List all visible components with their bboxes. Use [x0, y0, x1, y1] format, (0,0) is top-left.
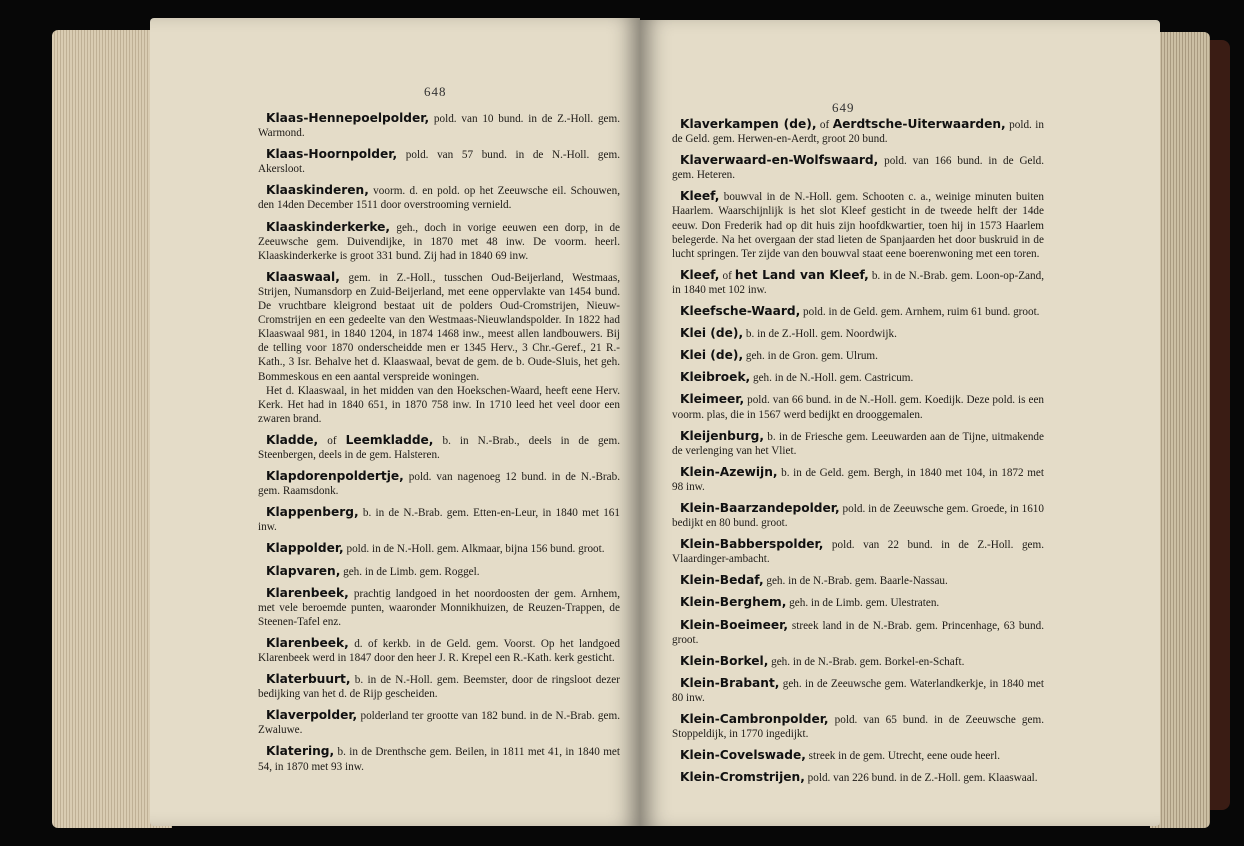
dictionary-entry — [672, 117, 1044, 146]
entry-text: polderland ter grootte van 182 bund. in de N.-Brab. gem. Zwaluwe. — [258, 710, 620, 737]
entry-headword: Klapdorenpoldertje, — [266, 469, 404, 484]
dictionary-entry — [258, 469, 620, 498]
entry-text: prachtig landgoed in het noordoosten der gem. Arnhem, met vele beroemde punten, waaronder Monnikhuizen, de Reuzen-Trappen, de Steenen-Tafel enz. — [258, 587, 620, 628]
dictionary-entry — [258, 433, 620, 462]
entry-headword: Klein-Covelswade, — [680, 748, 806, 763]
entry-text: gem. in Z.-Holl., tusschen Oud-Beijerland, Westmaas, Strijen, Numansdorp en Zuid-Beijerland, met eene oppervlakte van 1454 bund. De vruchtbare kleigrond bestaat uit de polders Oud-Cromstrijen, Nieuw-Cromstrijen en een gedeelte van den Westmaas-Nieuwlandspolder. In 1822 had Klaaswaal 981, in 1840 1204, in 1874 1468 inw., meest allen landbouwers. Bij de telling voor 1870 onderscheidde men er 1345 Herv., 3 Chr.-Geref., 21 R.-Kath., 3 Isr. Behalve het d. Klaaswaal, bevat de gem. de b. Oude-Sluis, het geh. Bommeskous en een aantal verspreide woningen. — [258, 271, 620, 383]
entry-text: pold. van 22 bund. in de Z.-Holl. gem. Vlaardinger-ambacht. — [672, 539, 1044, 566]
entry-text: b. in de N.-Brab. gem. Etten-en-Leur, in 1840 met 161 inw. — [258, 507, 620, 534]
entry-text: geh., doch in vorige eeuwen een dorp, in de Zeeuwsche gem. Duivendijke, in 1870 met 48 inw. De voorm. heerl. Klaaskinderkerke is groot 331 bund. Zij had in 1840 69 inw. — [258, 221, 620, 262]
left-column — [258, 111, 620, 781]
entry-headword: Klaaswaal, — [266, 269, 340, 284]
entry-headword: Klaverkampen (de), — [680, 117, 817, 131]
entry-text: geh. in de Limb. gem. Ulestraten. — [786, 597, 940, 610]
entry-headword: Klarenbeek, — [266, 585, 349, 600]
entry-text: pold. in de Geld. gem. Arnhem, ruim 61 bund. groot. — [800, 306, 1040, 319]
dictionary-entry — [672, 654, 1044, 669]
dictionary-entry — [672, 326, 1044, 341]
entry-headword: Klein-Berghem, — [680, 595, 787, 610]
entry-headword: Klaverpolder, — [266, 708, 358, 723]
entry-headword: Klein-Cromstrijen, — [680, 770, 805, 785]
entry-headword: Klaterbuurt, — [266, 672, 351, 687]
dictionary-entry — [258, 505, 620, 534]
entry-headword: Kleibroek, — [680, 370, 751, 385]
entry-text: voorm. d. en pold. op het Zeeuwsche eil. Schouwen, den 14den December 1511 door overstrooming vernield. — [258, 185, 620, 212]
entry-text: pold. van 65 bund. in de Zeeuwsche gem. Stoppeldijk, in 1770 ingedijkt. — [672, 714, 1044, 741]
entry-headword: Klaaskinderen, — [266, 183, 369, 198]
dictionary-entry — [672, 392, 1044, 421]
entry-headword: Klatering, — [266, 744, 335, 759]
right-column — [672, 117, 1044, 792]
entry-headword: Klein-Azewijn, — [680, 464, 778, 479]
dictionary-entry — [672, 501, 1044, 530]
entry-headword: Klaas-Hoornpolder, — [266, 147, 398, 162]
dictionary-entry — [258, 744, 620, 773]
dictionary-entry — [672, 189, 1044, 260]
entry-text: bouwval in de N.-Holl. gem. Schooten c. a., weinige minuten buiten Haarlem. Waarschijnlijk is het slot Kleef gesticht in de tweede helft der 14de eeuw. Don Frederik had op dit huis zijn hoofdkwartier, toen hij in 1573 Haarlem belegerde. Na het overgaan der stad lieten de Spanjaarden het door buskruid in de lucht springen. Ter zijde van den bouwval staat eene boerenwoning met een toren. — [672, 191, 1044, 260]
entry-headword: Klein-Bedaf, — [680, 573, 764, 588]
page-number-left: 648 — [424, 84, 447, 99]
entry-headword: Klaaskinderkerke, — [266, 219, 391, 234]
dictionary-entry — [672, 429, 1044, 458]
dictionary-entry — [258, 708, 620, 737]
entry-headword: Kleef, — [680, 189, 720, 204]
dictionary-entry — [258, 111, 620, 140]
dictionary-entry — [672, 304, 1044, 319]
entry-headword: Klaas-Hennepoelpolder, — [266, 111, 430, 125]
entry-text: geh. in de N.-Brab. gem. Baarle-Nassau. — [763, 575, 948, 588]
entry-text: pold. in de Geld. gem. Herwen-en-Aerdt, groot 20 bund. — [672, 119, 1045, 146]
dictionary-entry — [258, 147, 620, 176]
entry-text: b. in de Friesche gem. Leeuwarden aan de Tijne, uitmakende de verlenging van het Vliet. — [672, 430, 1044, 457]
entry-headword: Kleefsche-Waard, — [680, 304, 801, 319]
entry-headword: Klarenbeek, — [266, 635, 349, 650]
dictionary-entry — [258, 672, 620, 701]
left-page — [150, 18, 640, 826]
entry-text: pold. van 226 bund. in de Z.-Holl. gem. Klaaswaal. — [804, 772, 1038, 785]
dictionary-entry — [672, 370, 1044, 385]
right-page — [640, 20, 1160, 826]
entry-text: of — [318, 434, 346, 447]
entry-headword: Klein-Borkel, — [680, 653, 769, 668]
dictionary-entry — [258, 564, 620, 579]
dictionary-entry — [672, 618, 1044, 647]
entry-text: geh. in de Limb. gem. Roggel. — [340, 565, 480, 578]
entry-continuation: Het d. Klaaswaal, in het midden van den Hoekschen-Waard, heeft eene Herv. Kerk. Het had in 1840 651, in 1870 758 inw. In 1710 leed het veel door een zwaren brand. — [258, 384, 620, 425]
entry-text: pold. van nagenoeg 12 bund. in de N.-Brab. gem. Raamsdonk. — [258, 471, 620, 498]
entry-text: b. in de Z.-Holl. gem. Noordwijk. — [743, 328, 897, 341]
entry-headword: Klei (de), — [680, 348, 744, 363]
entry-text: pold. in de N.-Holl. gem. Alkmaar, bijna 156 bund. groot. — [343, 543, 605, 556]
entry-text: b. in N.-Brab., deels in de gem. Steenbergen, deels in de gem. Halsteren. — [258, 434, 621, 461]
dictionary-entry — [672, 770, 1044, 785]
dictionary-entry — [258, 586, 620, 629]
dictionary-entry — [258, 183, 620, 212]
entry-headword: Kladde, — [266, 432, 319, 447]
entry-text: pold. van 166 bund. in de Geld. gem. Heteren. — [672, 155, 1044, 182]
dictionary-entry — [672, 712, 1044, 741]
page-number-right: 649 — [832, 100, 855, 115]
entry-text: pold. van 57 bund. in de N.-Holl. gem. Akersloot. — [258, 149, 620, 176]
entry-text: geh. in de Gron. gem. Ulrum. — [743, 350, 878, 363]
dictionary-entry — [672, 465, 1044, 494]
entry-text: geh. in de N.-Holl. gem. Castricum. — [750, 372, 914, 385]
entry-headword: Klein-Cambronpolder, — [680, 712, 829, 726]
entry-text: d. of kerkb. in de Geld. gem. Voorst. Op het landgoed Klarenbeek werd in 1847 door den heer J. R. Krepel een R.-Kath. kerk gesticht. — [258, 637, 620, 664]
entry-headword: Klein-Brabant, — [680, 675, 780, 690]
dictionary-entry — [672, 748, 1044, 763]
dictionary-entry — [258, 636, 620, 665]
entry-headword: Klein-Babberspolder, — [680, 537, 824, 552]
dictionary-entry — [672, 573, 1044, 588]
entry-headword: Kleimeer, — [680, 392, 745, 407]
entry-text: geh. in de N.-Brab. gem. Borkel-en-Schaft. — [768, 655, 965, 668]
dictionary-entry — [672, 348, 1044, 363]
dictionary-entry — [258, 220, 620, 263]
dictionary-entry — [672, 153, 1044, 182]
dictionary-entry — [672, 268, 1044, 297]
entry-text: b. in de N.-Brab. gem. Loon-op-Zand, in 1840 met 102 inw. — [672, 269, 1044, 296]
entry-text: pold. van 10 bund. in de Z.-Holl. gem. Warmond. — [258, 113, 620, 140]
entry-headword: Kleef, — [680, 267, 720, 282]
entry-headword: Klei (de), — [680, 326, 744, 341]
entry-text: b. in de Geld. gem. Bergh, in 1840 met 104, in 1872 met 98 inw. — [672, 466, 1044, 493]
entry-text: b. in de N.-Holl. gem. Beemster, door de ringsloot dezer bedijking van het d. de Rijp gescheiden. — [258, 674, 620, 701]
entry-headword: Aerdtsche-Uiterwaarden, — [832, 117, 1006, 131]
entry-headword: het Land van Kleef, — [734, 267, 869, 282]
entry-text: of — [719, 269, 735, 282]
entry-text: b. in de Drenthsche gem. Beilen, in 1811 met 41, in 1840 met 54, in 1870 met 93 inw. — [258, 746, 620, 773]
entry-text: pold. van 66 bund. in de N.-Holl. gem. Koedijk. Deze pold. is een voorm. plas, die in 1567 werd bedijkt en drooggemalen. — [672, 394, 1044, 421]
entry-text: geh. in de Zeeuwsche gem. Waterlandkerkje, in 1840 met 80 inw. — [672, 677, 1044, 704]
dictionary-entry — [672, 537, 1044, 566]
entry-headword: Klaverwaard-en-Wolfswaard, — [680, 153, 879, 168]
entry-text: of — [816, 119, 833, 131]
entry-headword: Klapvaren, — [266, 563, 341, 578]
entry-headword: Klappolder, — [266, 541, 344, 556]
dictionary-entry — [672, 676, 1044, 705]
entry-text: pold. in de Zeeuwsche gem. Groede, in 1610 bedijkt en 80 bund. groot. — [672, 502, 1044, 530]
dictionary-entry — [672, 595, 1044, 610]
entry-text: streek land in de N.-Brab. gem. Princenhage, 63 bund. groot. — [672, 619, 1044, 646]
entry-headword: Kleijenburg, — [680, 428, 764, 443]
entry-headword: Klappenberg, — [266, 505, 359, 520]
entry-headword: Leemkladde, — [345, 432, 434, 447]
dictionary-entry — [258, 541, 620, 556]
entry-headword: Klein-Boeimeer, — [680, 617, 788, 632]
entry-headword: Klein-Baarzandepolder, — [680, 500, 840, 515]
dictionary-entry — [258, 270, 620, 426]
entry-text: streek in de gem. Utrecht, eene oude heerl. — [805, 750, 1001, 763]
